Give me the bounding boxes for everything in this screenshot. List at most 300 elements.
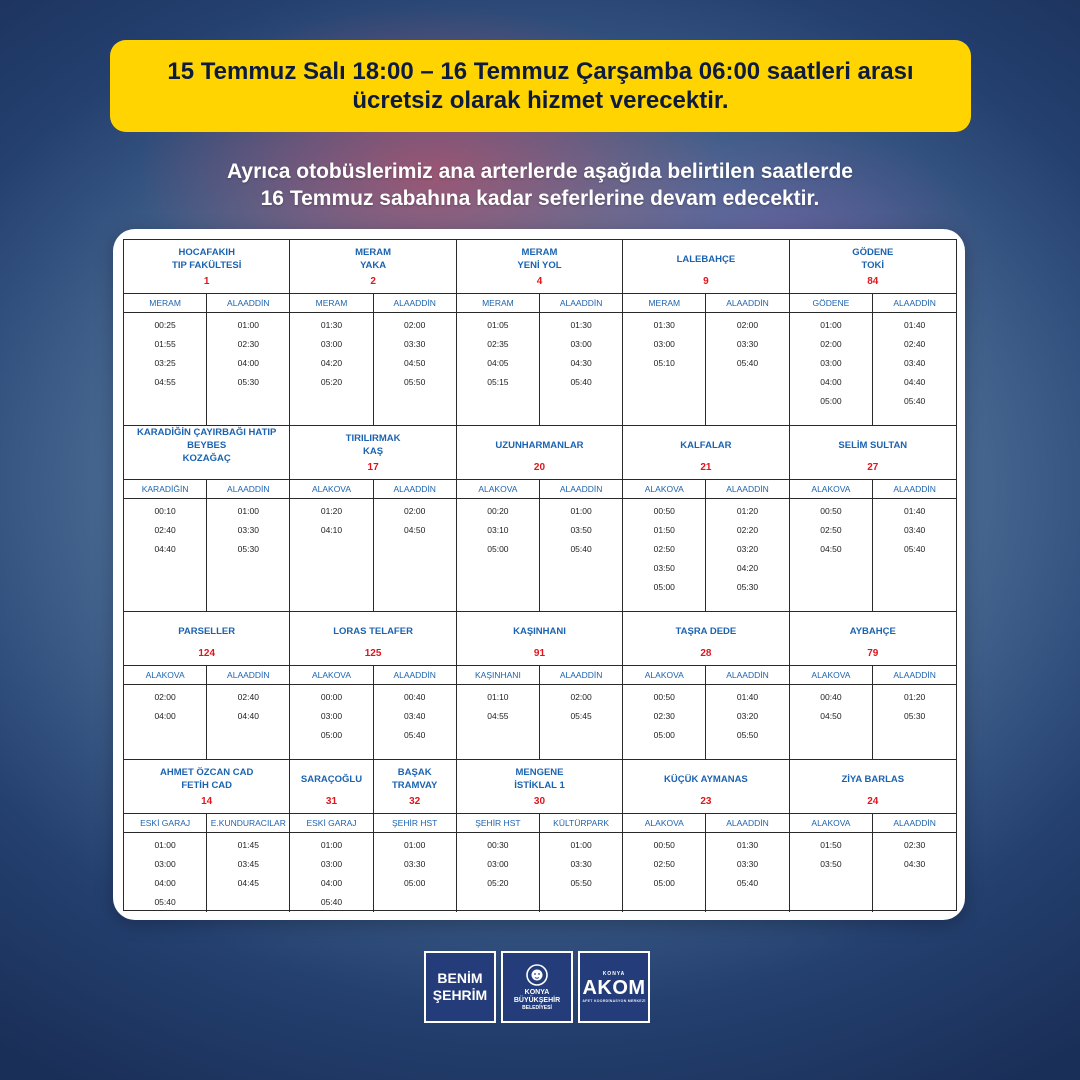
buyuksehir-text: BÜYÜKŞEHİR [513,997,561,1004]
departure-time: 01:20 [320,506,343,516]
departure-time: 05:40 [404,730,426,740]
departure-time: 01:45 [237,840,259,850]
departure-time: 01:00 [570,840,592,850]
departure-time: 00:50 [653,692,675,702]
time-column [206,294,289,425]
route-number: 125 [364,648,382,659]
departure-stop-header: ALAADDİN [873,480,956,499]
departure-time: 01:55 [154,339,176,349]
time-list [623,833,705,893]
departure-time: 05:00 [653,878,675,888]
departure-stop-header: ALAADDİN [374,480,456,499]
route-header [457,426,622,479]
time-column [457,666,539,759]
route-header [290,426,455,479]
time-columns [790,293,956,425]
departure-time: 03:30 [404,339,426,349]
lion-emblem-icon [524,963,550,987]
departure-stop-header: ALAADDİN [873,666,956,685]
departure-time: 02:30 [653,711,675,721]
route-block [790,612,956,760]
route-block [290,426,456,612]
time-list [124,313,206,392]
departure-time: 03:00 [487,859,509,869]
departure-time: 03:30 [736,339,759,349]
departure-time: 04:40 [237,711,259,721]
route-header [623,612,788,665]
akom-logo [578,951,650,1023]
departure-time: 05:40 [736,358,759,368]
departure-time: 03:30 [404,859,426,869]
departure-time: 05:30 [237,377,259,387]
route-name: KÜÇÜK AYMANAS [664,773,748,785]
time-column [790,294,873,425]
route-block [457,612,623,760]
route-header [124,426,289,479]
departure-time: 03:20 [736,711,759,721]
time-column [457,480,539,611]
departure-time: 04:55 [154,377,176,387]
departure-time: 05:40 [320,897,343,907]
departure-time: 04:50 [820,711,842,721]
route-name: AHMET ÖZCAN CAD FETİH CAD [159,767,254,791]
time-list [124,685,206,726]
route-number: 124 [198,648,216,659]
route-header [290,612,455,665]
subtitle-line-1: Ayrıca otobüslerimiz ana arterlerde aşağıda belirtilen saatlerde [227,160,853,183]
route-header-cell [457,240,622,293]
route-number: 23 [700,796,712,807]
departure-time: 04:45 [237,878,259,888]
route-name: SELİM SULTAN [838,439,908,451]
departure-time: 03:20 [736,544,759,554]
departure-stop-header: ALAADDİN [207,480,289,499]
departure-time: 05:30 [904,711,926,721]
departure-time: 00:50 [820,506,842,516]
time-list [540,685,622,726]
departure-stop-header: ŞEHİR HST [374,814,456,833]
route-number: 1 [203,276,210,287]
subtitle [60,158,1020,212]
benim-sehrim-text: BENİM ŞEHRİM [432,970,488,1003]
time-columns [790,479,956,611]
announcement-banner [110,40,971,132]
departure-time: 02:30 [237,339,259,349]
time-list [873,313,956,411]
logo-bar [424,951,650,1023]
route-header-cell [290,426,455,479]
route-header [124,612,289,665]
departure-time: 01:40 [904,320,926,330]
time-list [207,499,289,559]
time-list [374,313,456,392]
time-column [373,294,456,425]
departure-time: 04:05 [487,358,509,368]
time-list [290,833,372,912]
departure-time: 05:00 [320,730,343,740]
departure-time: 02:20 [736,525,759,535]
route-header-cell [790,426,956,479]
route-header-cell [373,760,456,813]
time-column [206,480,289,611]
departure-time: 00:40 [820,692,842,702]
time-column [373,480,456,611]
route-block [290,612,456,760]
time-list [623,499,705,597]
time-columns [623,293,788,425]
departure-time: 02:00 [736,320,759,330]
departure-time: 01:05 [487,320,509,330]
route-header [290,240,455,293]
route-header-cell [124,612,289,665]
route-header [790,612,956,665]
time-column [290,294,372,425]
route-header-cell [790,240,956,293]
departure-stop-header: ALAKOVA [623,480,705,499]
time-list [623,685,705,745]
time-list [706,833,788,893]
time-list [873,685,956,726]
route-block [457,760,623,912]
route-block [623,240,789,426]
departure-stop-header: KARADİĞİN [124,480,206,499]
route-block [124,426,290,612]
route-header-cell [290,240,455,293]
route-header [790,760,956,813]
departure-time: 05:40 [736,878,759,888]
departure-time: 05:00 [404,878,426,888]
departure-time: 00:25 [154,320,176,330]
belediyesi-text: BELEDİYESİ [522,1005,552,1011]
time-columns [290,293,455,425]
time-list [623,313,705,373]
route-number: 4 [536,276,543,287]
route-block [623,612,789,760]
departure-time: 05:00 [487,544,509,554]
route-block [623,760,789,912]
route-block [124,240,290,426]
time-list [374,685,456,745]
departure-time: 02:00 [404,506,426,516]
route-header-cell [790,760,956,813]
time-column [705,294,788,425]
route-number: 9 [703,276,709,287]
departure-stop-header: ALAADDİN [706,294,788,313]
departure-stop-header: ALAADDİN [207,666,289,685]
time-columns [457,665,622,759]
route-header [290,760,455,813]
time-list [290,685,372,745]
departure-time: 00:00 [320,692,343,702]
time-column [373,814,456,912]
route-header-cell [790,612,956,665]
departure-stop-header: ALAADDİN [207,294,289,313]
departure-time: 02:00 [570,692,592,702]
time-list [290,313,372,392]
route-block [790,426,956,612]
departure-time: 00:40 [404,692,426,702]
departure-time: 02:00 [404,320,426,330]
route-number: 91 [533,648,546,659]
departure-time: 04:55 [487,711,509,721]
time-column [623,480,705,611]
akom-subtitle: AFET KOORDİNASYON MERKEZİ [582,999,646,1003]
departure-time: 02:50 [820,525,842,535]
departure-time: 05:40 [570,544,592,554]
departure-time: 01:30 [320,320,343,330]
route-header-cell [623,426,788,479]
time-list [290,499,372,540]
departure-time: 04:50 [820,544,842,554]
departure-time: 01:20 [736,506,759,516]
time-column [457,814,539,912]
time-list [457,499,539,559]
route-name: TAŞRA DEDE [675,625,737,637]
route-header [790,426,956,479]
departure-stop-header: MERAM [457,294,539,313]
time-list [374,833,456,893]
route-number: 21 [700,462,712,473]
time-column [539,814,622,912]
departure-time: 00:10 [154,506,176,516]
time-column [872,814,956,912]
route-header-cell [457,426,622,479]
departure-time: 01:30 [653,320,675,330]
departure-time: 04:30 [904,859,926,869]
route-block [124,760,290,912]
departure-time: 02:35 [487,339,509,349]
time-column [872,294,956,425]
route-header-cell [124,426,289,479]
time-columns [457,293,622,425]
departure-time: 01:50 [820,840,842,850]
time-list [457,685,539,726]
route-block [457,426,623,612]
time-list [457,313,539,392]
route-block [790,240,956,426]
route-header [457,612,622,665]
route-block [623,426,789,612]
departure-stop-header: ESKİ GARAJ [124,814,206,833]
time-list [540,499,622,559]
time-column [290,666,372,759]
route-number: 84 [867,276,879,287]
departure-time: 01:00 [820,320,842,330]
departure-time: 04:10 [320,525,343,535]
departure-stop-header: ALAADDİN [374,666,456,685]
konya-buyuksehir-logo [501,951,573,1023]
departure-time: 05:20 [487,878,509,888]
departure-time: 02:40 [237,692,259,702]
route-header-cell [124,760,289,813]
route-number: 20 [533,462,546,473]
departure-time: 03:40 [404,711,426,721]
time-list [124,499,206,559]
departure-time: 03:50 [570,525,592,535]
time-columns [124,479,289,611]
route-name: MENGENE İSTİKLAL 1 [514,767,565,791]
departure-time: 03:00 [653,339,675,349]
departure-stop-header: ALAADDİN [873,814,956,833]
departure-stop-header: ALAKOVA [457,480,539,499]
route-number: 79 [867,648,879,659]
route-name: KARADİĞİN ÇAYIRBAĞI HATIP BEYBES KOZAĞAÇ [137,426,277,464]
route-header [623,240,788,293]
departure-time: 03:10 [487,525,509,535]
route-header-cell [290,612,455,665]
route-header-cell [124,240,289,293]
departure-time: 05:30 [736,582,759,592]
route-name: KALFALAR [680,439,732,451]
route-name: BAŞAK TRAMVAY [391,767,438,791]
departure-time: 04:00 [154,711,176,721]
departure-time: 03:40 [904,525,926,535]
departure-time: 03:45 [237,859,259,869]
time-list [207,685,289,726]
departure-stop-header: ALAADDİN [374,294,456,313]
departure-time: 04:20 [320,358,343,368]
route-header [457,760,622,813]
departure-time: 04:00 [154,878,176,888]
time-columns [790,813,956,912]
departure-time: 01:00 [570,506,592,516]
route-number: 31 [325,796,338,807]
departure-stop-header: MERAM [623,294,705,313]
time-list [706,685,788,745]
departure-time: 00:50 [653,840,675,850]
departure-time: 03:30 [736,859,759,869]
route-header-cell [623,760,788,813]
departure-stop-header: GÖDENE [790,294,873,313]
subtitle-line-2: 16 Temmuz sabahına kadar seferlerine devam edecektir. [260,187,820,210]
route-number: 17 [367,462,379,473]
route-header [790,240,956,293]
time-column [373,666,456,759]
akom-text: AKOM [582,977,646,999]
route-number: 32 [409,796,421,807]
departure-stop-header: ALAADDİN [706,480,788,499]
time-list [790,685,873,726]
departure-time: 05:00 [653,730,675,740]
departure-time: 03:00 [154,859,176,869]
time-column [790,814,873,912]
departure-time: 03:00 [320,859,343,869]
route-number: 24 [867,796,879,807]
time-column [457,294,539,425]
route-name: SARAÇOĞLU [300,773,363,785]
route-number: 28 [700,648,712,659]
time-column [206,666,289,759]
time-column [705,480,788,611]
departure-time: 01:00 [320,840,343,850]
departure-time: 02:40 [904,339,926,349]
route-number: 27 [867,462,879,473]
departure-time: 03:50 [653,563,675,573]
time-column [290,480,372,611]
time-column [539,294,622,425]
time-list [540,833,622,893]
time-columns [290,813,455,912]
departure-time: 03:00 [320,339,343,349]
time-column [206,814,289,912]
departure-stop-header: E.KUNDURACILAR [207,814,289,833]
departure-time: 01:40 [736,692,759,702]
departure-time: 05:50 [736,730,759,740]
time-column [705,814,788,912]
departure-time: 04:50 [404,525,426,535]
akom-konya-text: KONYA [602,971,626,977]
departure-time: 02:50 [653,544,675,554]
route-name: MERAM YAKA [355,247,392,271]
time-columns [124,665,289,759]
departure-time: 02:00 [820,339,842,349]
route-header [457,240,622,293]
route-name: LALEBAHÇE [676,253,736,265]
time-column [124,666,206,759]
time-columns [457,813,622,912]
time-list [706,313,788,373]
departure-time: 05:40 [904,396,926,406]
departure-stop-header: MERAM [290,294,372,313]
departure-time: 01:10 [487,692,509,702]
time-list [790,313,873,411]
time-list [540,313,622,392]
departure-stop-header: ŞEHİR HST [457,814,539,833]
time-columns [457,479,622,611]
departure-time: 03:00 [320,711,343,721]
time-list [706,499,788,597]
departure-stop-header: ALAKOVA [790,480,873,499]
time-columns [623,665,788,759]
departure-stop-header: ALAKOVA [290,480,372,499]
schedule-table [123,239,957,911]
departure-stop-header: ALAKOVA [790,666,873,685]
departure-stop-header: ALAKOVA [290,666,372,685]
departure-time: 03:30 [570,859,592,869]
time-columns [124,293,289,425]
time-column [872,480,956,611]
departure-time: 05:00 [820,396,842,406]
time-list [207,313,289,392]
departure-time: 01:00 [237,506,259,516]
time-columns [623,813,788,912]
route-name: TIRILIRMAK KAŞ [345,433,401,457]
route-header-cell [457,760,622,813]
benim-sehrim-logo [424,951,496,1023]
time-list [790,499,873,559]
departure-time: 05:40 [904,544,926,554]
departure-time: 01:50 [653,525,675,535]
departure-time: 05:50 [570,878,592,888]
route-block [457,240,623,426]
route-name: PARSELLER [178,625,236,637]
departure-time: 04:20 [736,563,759,573]
departure-time: 03:00 [820,358,842,368]
departure-time: 02:40 [154,525,176,535]
time-column [790,480,873,611]
time-list [873,499,956,559]
route-header-cell [623,612,788,665]
route-name: AYBAHÇE [849,625,896,637]
departure-stop-header: ALAADDİN [706,666,788,685]
time-column [790,666,873,759]
route-block [290,240,456,426]
departure-time: 03:00 [570,339,592,349]
departure-time: 04:30 [570,358,592,368]
time-column [623,666,705,759]
time-column [124,480,206,611]
route-header [124,760,289,813]
